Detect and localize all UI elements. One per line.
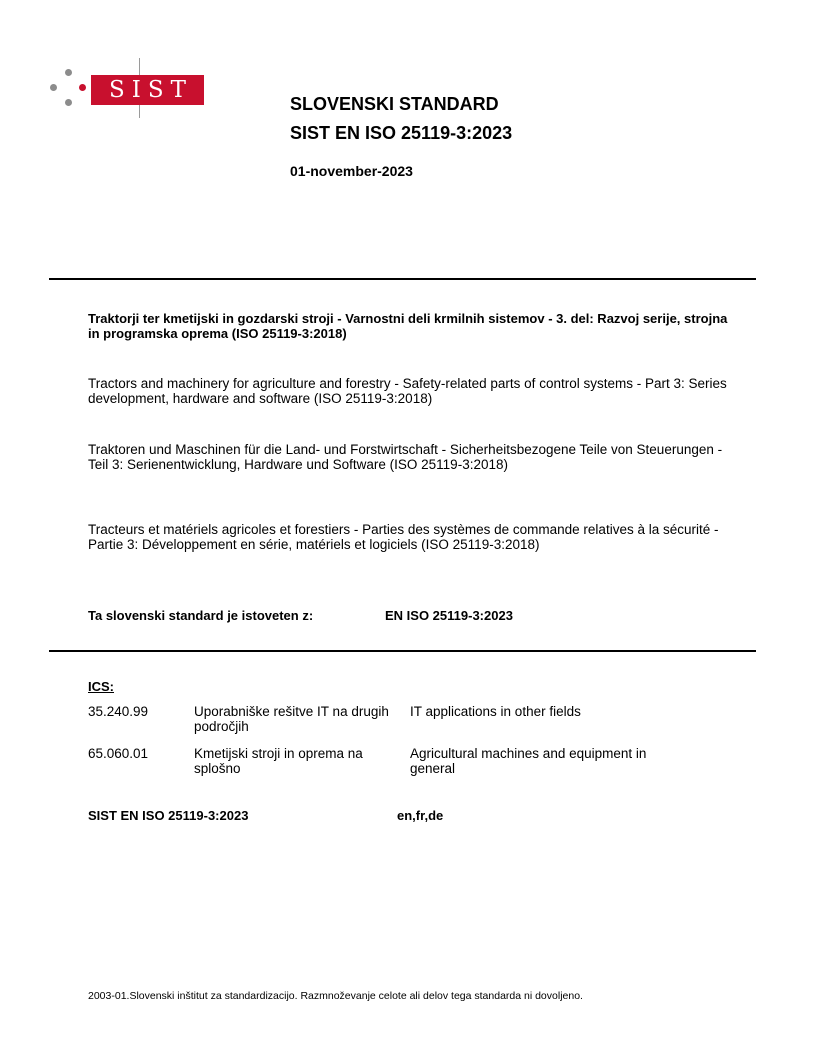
ics-code: 35.240.99 [88, 704, 149, 719]
logo-text: SIST [109, 76, 193, 103]
logo-dot [65, 69, 72, 76]
logo-wordmark [91, 75, 204, 105]
divider-bottom [49, 650, 756, 652]
standard-number: SIST EN ISO 25119-3:2023 [290, 123, 513, 143]
identical-label: Ta slovenski standard je istoveten z: [88, 608, 314, 623]
ics-description-sl: Uporabniške rešitve IT na drugih področjih [194, 704, 389, 734]
ics-description-en: Agricultural machines and equipment in general [410, 746, 647, 776]
ics-description-en: IT applications in other fields [410, 704, 581, 719]
title-slovenian: Traktorji ter kmetijski in gozdarski stroji - Varnostni deli krmilnih sistemov - 3. del: Razvoj serije, strojna in programska oprema (ISO 25119-3:2018) [88, 311, 728, 341]
logo-dot [65, 99, 72, 106]
ics-label: ICS: [88, 679, 114, 694]
summary-code: SIST EN ISO 25119-3:2023 [88, 808, 249, 823]
copyright-footer: 2003-01.Slovenski inštitut za standardizacijo. Razmnoževanje celote ali delov tega standarda ni dovoljeno. [88, 990, 583, 1002]
standard-type: SLOVENSKI STANDARD [290, 94, 499, 114]
divider-top [49, 278, 756, 280]
publication-date: 01-november-2023 [290, 163, 413, 179]
logo-dot-red [79, 84, 86, 91]
ics-code: 65.060.01 [88, 746, 149, 761]
identical-value: EN ISO 25119-3:2023 [385, 608, 513, 623]
logo-dot [50, 84, 57, 91]
summary-languages: en,fr,de [397, 808, 444, 823]
title-german: Traktoren und Maschinen für die Land- und Forstwirtschaft - Sicherheitsbezogene Teile von Steuerungen - Teil 3: Serienentwicklung, Hardware und Software (ISO 25119-3:2018) [88, 442, 723, 472]
title-english: Tractors and machinery for agriculture and forestry - Safety-related parts of control systems - Part 3: Series development, hardware and software (ISO 25119-3:2018) [88, 376, 727, 406]
ics-description-sl: Kmetijski stroji in oprema na splošno [194, 746, 363, 776]
title-french: Tracteurs et matériels agricoles et forestiers - Parties des systèmes de commande relatives à la sécurité - Partie 3: Développement en série, matériels et logiciels (ISO 25119-3:2018) [88, 522, 719, 552]
